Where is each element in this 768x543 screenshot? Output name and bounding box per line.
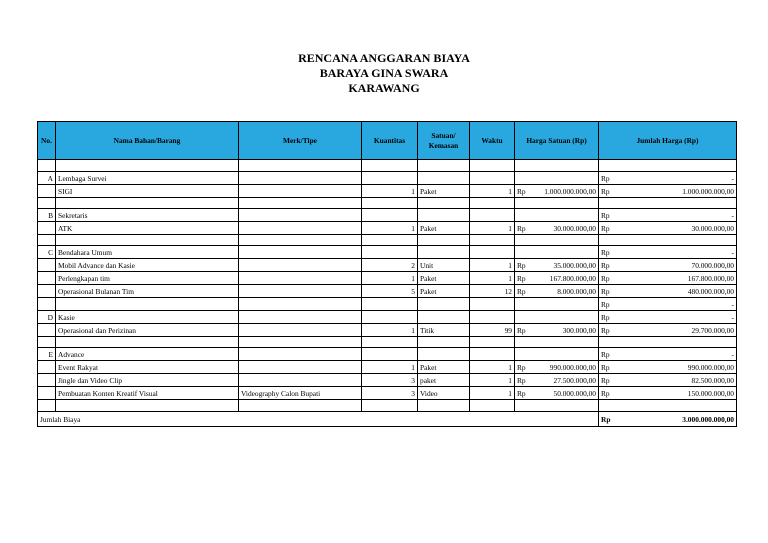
dash-value: -: [731, 173, 734, 183]
empty-cell: [239, 298, 362, 311]
empty-cell: [239, 209, 362, 222]
empty-cell: [38, 198, 56, 209]
item-total-cell: [599, 185, 737, 198]
item-merk: [239, 361, 362, 374]
item-total-cell: [599, 361, 737, 374]
empty-cell: [515, 348, 599, 361]
item-total-cell: [599, 374, 737, 387]
item-qty: 1: [362, 185, 418, 198]
item-qty: 3: [362, 374, 418, 387]
header-harga: Harga Satuan (Rp): [515, 122, 599, 160]
currency-label: Rp: [601, 375, 610, 385]
empty-cell: [38, 400, 56, 412]
dash-value: -: [731, 349, 734, 359]
item-qty: 3: [362, 387, 418, 400]
empty-cell: [56, 198, 239, 209]
empty-cell: [362, 337, 418, 348]
empty-cell: [599, 160, 737, 172]
item-price: 1.000.000.000,00: [544, 186, 596, 196]
dash-value: -: [731, 299, 734, 309]
empty-cell: [239, 311, 362, 324]
item-name: Perlengkapan tim: [56, 272, 239, 285]
item-unit: Paket: [418, 361, 470, 374]
item-price-cell: [515, 324, 599, 337]
item-name: Jingle dan Video Clip: [56, 374, 239, 387]
extra-row: [38, 298, 737, 311]
empty-cell: [239, 400, 362, 412]
item-total: 167.800.000,00: [687, 273, 734, 283]
total-row: [38, 412, 737, 427]
item-time: 1: [470, 272, 515, 285]
empty-cell: [470, 348, 515, 361]
section-name: Kasie: [56, 311, 239, 324]
empty-cell: [362, 172, 418, 185]
item-price-cell: [515, 185, 599, 198]
empty-cell: [515, 298, 599, 311]
item-merk: Videography Calon Bupati: [239, 387, 362, 400]
header-nama: Nama Bahan/Barang: [56, 122, 239, 160]
item-price: 30.000.000,00: [553, 223, 596, 233]
empty-cell: [599, 337, 737, 348]
empty-cell: [515, 209, 599, 222]
empty-cell: [418, 160, 470, 172]
empty-cell: [515, 198, 599, 209]
item-name: Operasional Bulanan Tim: [56, 285, 239, 298]
item-row: [38, 361, 737, 374]
empty-cell: [56, 337, 239, 348]
item-merk: [239, 185, 362, 198]
item-qty: 5: [362, 285, 418, 298]
currency-label: Rp: [601, 273, 610, 283]
item-time: 1: [470, 259, 515, 272]
item-total-cell: [599, 259, 737, 272]
section-row: [38, 348, 737, 361]
empty-cell: [38, 222, 56, 235]
empty-cell: [418, 400, 470, 412]
dash-value: -: [731, 210, 734, 220]
empty-cell: [362, 198, 418, 209]
item-total-cell: [599, 387, 737, 400]
currency-label: Rp: [601, 362, 610, 372]
currency-label: Rp: [517, 286, 526, 296]
item-total: 1.000.000.000,00: [682, 186, 734, 196]
empty-cell: [515, 311, 599, 324]
item-price: 990.000.000,00: [549, 362, 596, 372]
item-unit: Unit: [418, 259, 470, 272]
item-total: 29.700.000,00: [691, 325, 734, 335]
item-unit: Titik: [418, 324, 470, 337]
empty-cell: [239, 246, 362, 259]
item-row: [38, 374, 737, 387]
section-row: [38, 172, 737, 185]
section-name: Sekretaris: [56, 209, 239, 222]
header-merk: Merk/Tipe: [239, 122, 362, 160]
item-price: 27.500.000,00: [553, 375, 596, 385]
empty-cell: [38, 374, 56, 387]
item-row: [38, 222, 737, 235]
empty-cell: [38, 185, 56, 198]
empty-cell: [515, 337, 599, 348]
doc-title-line-3: KARAWANG: [348, 81, 420, 95]
empty-cell: [38, 160, 56, 172]
empty-cell: [38, 337, 56, 348]
item-qty: 1: [362, 222, 418, 235]
item-qty: 1: [362, 272, 418, 285]
dash-value: -: [731, 312, 734, 322]
empty-cell: [515, 246, 599, 259]
currency-label: Rp: [601, 349, 610, 359]
item-total-cell: [599, 222, 737, 235]
item-total: 990.000.000,00: [687, 362, 734, 372]
empty-cell: [239, 160, 362, 172]
item-name: Mobil Advance dan Kasie: [56, 259, 239, 272]
item-unit: paket: [418, 374, 470, 387]
item-price-cell: [515, 361, 599, 374]
item-merk: [239, 259, 362, 272]
item-price-cell: [515, 222, 599, 235]
spacer-row: [38, 337, 737, 348]
item-total: 150.000.000,00: [687, 388, 734, 398]
total-value-cell: [599, 412, 737, 427]
empty-cell: [239, 337, 362, 348]
item-time: 12: [470, 285, 515, 298]
currency-label: Rp: [517, 362, 526, 372]
currency-label: Rp: [601, 186, 610, 196]
empty-cell: [418, 348, 470, 361]
item-row: [38, 259, 737, 272]
total-label: Jumlah Biaya: [38, 412, 599, 427]
empty-cell: [56, 298, 239, 311]
empty-cell: [38, 259, 56, 272]
item-total-cell: [599, 285, 737, 298]
item-merk: [239, 324, 362, 337]
empty-cell: [362, 246, 418, 259]
empty-cell: [418, 198, 470, 209]
empty-cell: [599, 235, 737, 246]
currency-label: Rp: [601, 325, 610, 335]
item-row: [38, 272, 737, 285]
currency-label: Rp: [517, 325, 526, 335]
currency-label: Rp: [517, 186, 526, 196]
item-total: 30.000.000,00: [691, 223, 734, 233]
empty-cell: [418, 235, 470, 246]
spacer-row: [38, 400, 737, 412]
empty-cell: [599, 400, 737, 412]
item-unit: Paket: [418, 285, 470, 298]
header-kuantitas: Kuantitas: [362, 122, 418, 160]
currency-label: Rp: [601, 414, 611, 424]
doc-title-line-2: BARAYA GINA SWARA: [319, 66, 449, 80]
item-unit: Paket: [418, 185, 470, 198]
item-total: 82.500.000,00: [691, 375, 734, 385]
currency-label: Rp: [517, 223, 526, 233]
empty-cell: [38, 324, 56, 337]
item-merk: [239, 285, 362, 298]
section-row: [38, 246, 737, 259]
section-total-cell: [599, 172, 737, 185]
section-total-cell: [599, 311, 737, 324]
item-total-cell: [599, 324, 737, 337]
item-name: SIGI: [56, 185, 239, 198]
item-price: 300.000,00: [562, 325, 596, 335]
doc-title-line-1: RENCANA ANGGARAN BIAYA: [298, 51, 470, 65]
empty-cell: [56, 235, 239, 246]
item-price-cell: [515, 272, 599, 285]
item-name: Pembuatan Konten Kreatif Visual: [56, 387, 239, 400]
empty-cell: [38, 235, 56, 246]
budget-table: [37, 121, 737, 427]
item-time: 1: [470, 361, 515, 374]
extra-total-cell: [599, 298, 737, 311]
header-jumlah: Jumlah Harga (Rp): [599, 122, 737, 160]
section-row: [38, 209, 737, 222]
empty-cell: [470, 160, 515, 172]
total-value: 3.000.000.000,00: [682, 414, 734, 424]
section-total-cell: [599, 209, 737, 222]
empty-cell: [362, 235, 418, 246]
empty-cell: [362, 298, 418, 311]
item-unit: Paket: [418, 222, 470, 235]
empty-cell: [470, 172, 515, 185]
empty-cell: [38, 361, 56, 374]
empty-cell: [56, 400, 239, 412]
item-row: [38, 387, 737, 400]
dash-value: -: [731, 247, 734, 257]
item-unit: Paket: [418, 272, 470, 285]
item-total: 480.000.000,00: [687, 286, 734, 296]
item-time: 1: [470, 387, 515, 400]
section-name: Bendahara Umum: [56, 246, 239, 259]
empty-cell: [239, 348, 362, 361]
item-merk: [239, 222, 362, 235]
item-time: 99: [470, 324, 515, 337]
empty-cell: [470, 198, 515, 209]
section-total-cell: [599, 246, 737, 259]
item-name: ATK: [56, 222, 239, 235]
empty-cell: [239, 235, 362, 246]
empty-cell: [362, 311, 418, 324]
empty-cell: [418, 246, 470, 259]
empty-cell: [470, 209, 515, 222]
empty-cell: [515, 400, 599, 412]
item-total: 70.000.000,00: [691, 260, 734, 270]
empty-cell: [599, 198, 737, 209]
empty-cell: [38, 285, 56, 298]
empty-cell: [38, 298, 56, 311]
empty-cell: [362, 348, 418, 361]
item-price: 8.000.000,00: [557, 286, 596, 296]
section-row: [38, 311, 737, 324]
empty-cell: [239, 172, 362, 185]
table-header-row: [38, 122, 737, 160]
item-price-cell: [515, 374, 599, 387]
empty-cell: [362, 160, 418, 172]
empty-cell: [470, 246, 515, 259]
item-row: [38, 185, 737, 198]
section-total-cell: [599, 348, 737, 361]
empty-cell: [470, 400, 515, 412]
currency-label: Rp: [601, 286, 610, 296]
header-waktu: Waktu: [470, 122, 515, 160]
empty-cell: [418, 172, 470, 185]
item-price: 50.000.000,00: [553, 388, 596, 398]
item-name: Event Rakyat: [56, 361, 239, 374]
currency-label: Rp: [601, 260, 610, 270]
spacer-row: [38, 160, 737, 172]
item-row: [38, 285, 737, 298]
item-row: [38, 324, 737, 337]
currency-label: Rp: [601, 247, 610, 257]
empty-cell: [515, 235, 599, 246]
empty-cell: [470, 311, 515, 324]
item-price: 35.000.000,00: [553, 260, 596, 270]
currency-label: Rp: [601, 312, 610, 322]
currency-label: Rp: [517, 388, 526, 398]
item-name: Operasional dan Perizinan: [56, 324, 239, 337]
item-merk: [239, 374, 362, 387]
currency-label: Rp: [517, 273, 526, 283]
header-no: No.: [38, 122, 56, 160]
item-total-cell: [599, 272, 737, 285]
empty-cell: [515, 160, 599, 172]
section-letter: B: [38, 209, 56, 222]
empty-cell: [56, 160, 239, 172]
item-price-cell: [515, 387, 599, 400]
empty-cell: [418, 209, 470, 222]
section-letter: E: [38, 348, 56, 361]
section-name: Advance: [56, 348, 239, 361]
empty-cell: [418, 298, 470, 311]
section-name: Lembaga Survei: [56, 172, 239, 185]
currency-label: Rp: [601, 173, 610, 183]
currency-label: Rp: [601, 299, 610, 309]
item-time: 1: [470, 185, 515, 198]
empty-cell: [38, 272, 56, 285]
empty-cell: [418, 337, 470, 348]
item-price: 167.800.000,00: [549, 273, 596, 283]
empty-cell: [239, 198, 362, 209]
item-price-cell: [515, 259, 599, 272]
empty-cell: [418, 311, 470, 324]
currency-label: Rp: [601, 210, 610, 220]
empty-cell: [362, 209, 418, 222]
empty-cell: [470, 298, 515, 311]
item-time: 1: [470, 222, 515, 235]
spacer-row: [38, 198, 737, 209]
item-qty: 2: [362, 259, 418, 272]
empty-cell: [38, 387, 56, 400]
empty-cell: [515, 172, 599, 185]
currency-label: Rp: [517, 375, 526, 385]
section-letter: C: [38, 246, 56, 259]
header-satuan: Satuan/ Kemasan: [418, 122, 470, 160]
currency-label: Rp: [601, 223, 610, 233]
empty-cell: [470, 337, 515, 348]
item-price-cell: [515, 285, 599, 298]
currency-label: Rp: [601, 388, 610, 398]
item-qty: 1: [362, 361, 418, 374]
section-letter: D: [38, 311, 56, 324]
currency-label: Rp: [517, 260, 526, 270]
section-letter: A: [38, 172, 56, 185]
item-merk: [239, 272, 362, 285]
spacer-row: [38, 235, 737, 246]
empty-cell: [470, 235, 515, 246]
item-qty: 1: [362, 324, 418, 337]
item-unit: Video: [418, 387, 470, 400]
item-time: 1: [470, 374, 515, 387]
empty-cell: [362, 400, 418, 412]
